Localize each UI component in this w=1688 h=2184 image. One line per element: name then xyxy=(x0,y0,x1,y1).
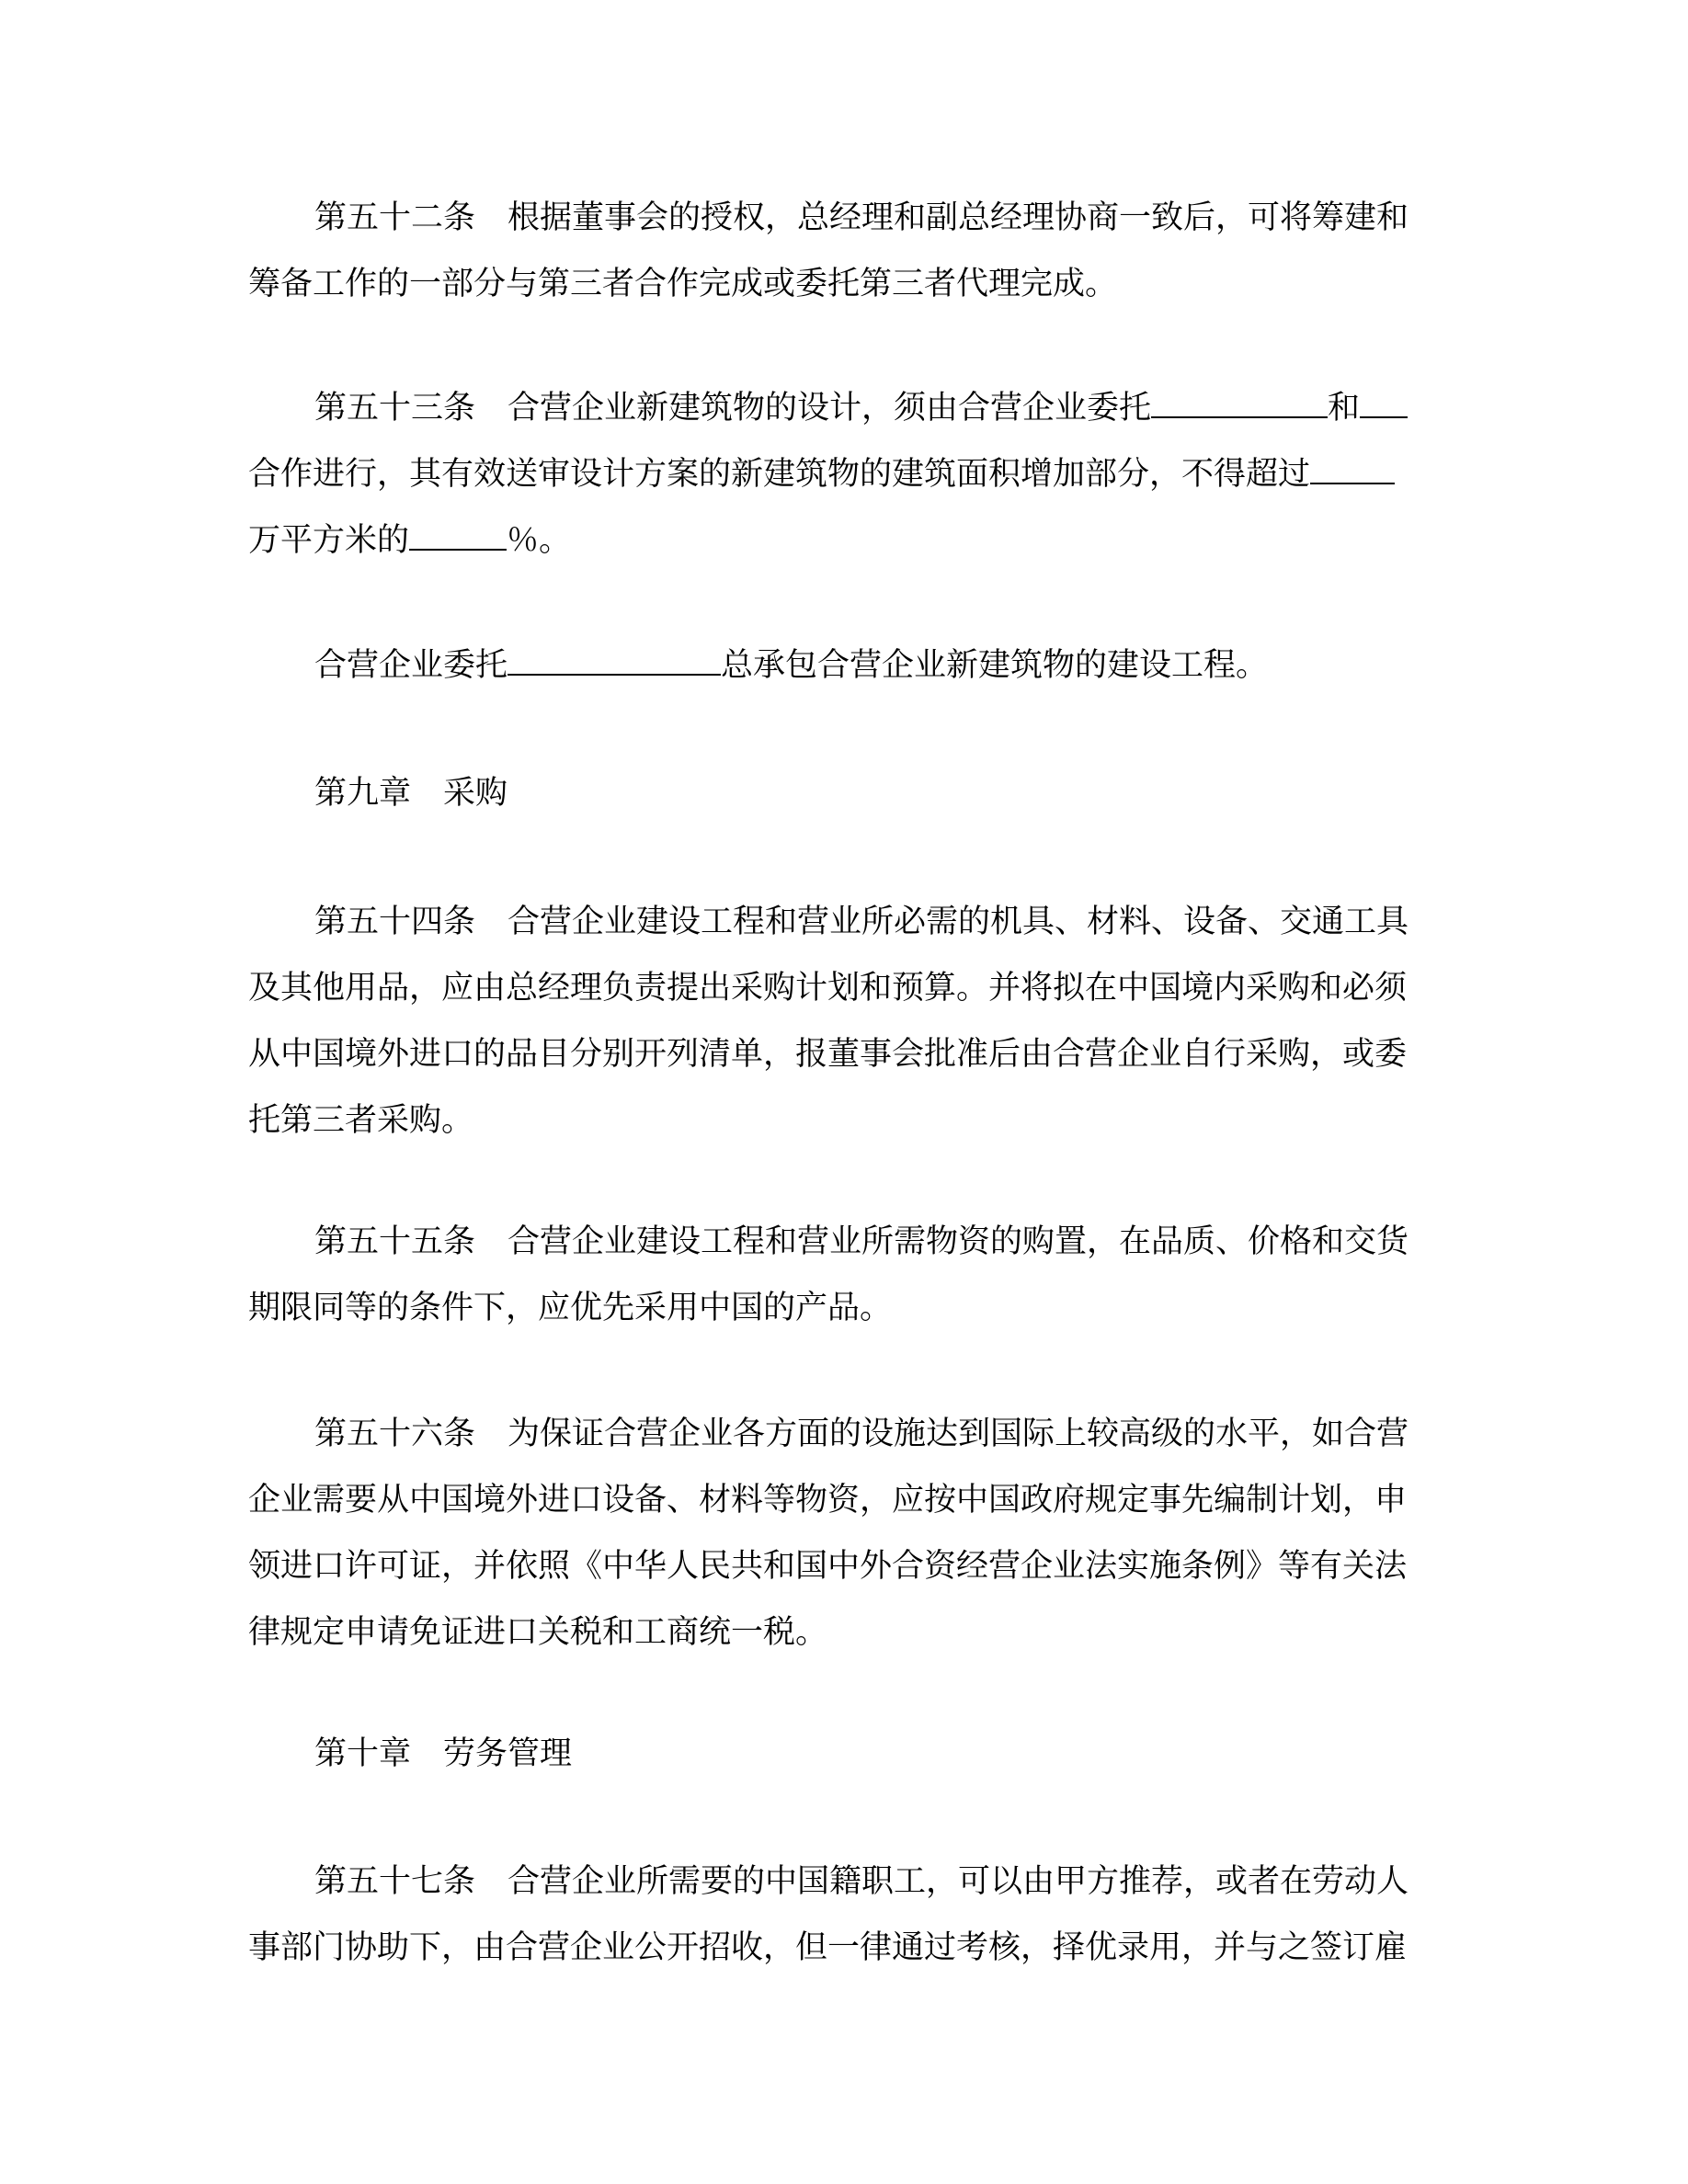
chapter-9-heading xyxy=(248,760,1434,826)
article-53-contractor-text-a: 合营企业委托 xyxy=(314,647,508,684)
chapter-10-heading xyxy=(248,1721,1434,1787)
article-56-line-2: 企业需要从中国境外进口设备、材料等物资，应按中国政府规定事先编制计划，申 xyxy=(248,1482,1408,1519)
article-54-line-3: 从中国境外进口的品目分别开列清单，报董事会批准后由合营企业自行采购，或委 xyxy=(248,1036,1408,1073)
article-53-line-2 xyxy=(248,441,1434,507)
article-53-line-1-text: 第五十三条 合营企业新建筑物的设计，须由合营企业委托 xyxy=(314,390,1152,427)
chapter-9-title: 第九章 采购 xyxy=(314,775,508,812)
fill-in-blank xyxy=(1151,389,1328,418)
article-53-percent: ％。 xyxy=(507,522,572,559)
article-52-line-2: 筹备工作的一部分与第三者合作完成或委托第三者代理完成。 xyxy=(248,266,1118,302)
article-53-contractor-text-b: 总承包合营企业新建筑物的建设工程。 xyxy=(721,647,1269,684)
fill-in-blank xyxy=(1360,389,1408,418)
article-55-line-1: 第五十五条 合营企业建设工程和营业所需物资的购置，在品质、价格和交货 xyxy=(314,1223,1409,1260)
article-57 xyxy=(248,1848,1434,1981)
chapter-10-title: 第十章 劳务管理 xyxy=(314,1735,573,1772)
fill-in-blank xyxy=(508,646,721,676)
article-54-line-4: 托第三者采购。 xyxy=(248,1102,474,1139)
article-57-line-1: 第五十七条 合营企业所需要的中国籍职工，可以由甲方推荐，或者在劳动人 xyxy=(314,1863,1409,1900)
fill-in-blank xyxy=(409,521,507,551)
article-53-contractor xyxy=(248,632,1434,699)
article-56-line-4: 律规定申请免证进口关税和工商统一税。 xyxy=(248,1614,828,1651)
article-52-line-1: 第五十二条 根据董事会的授权，总经理和副总经理协商一致后，可将筹建和 xyxy=(314,199,1409,236)
article-52 xyxy=(248,185,1434,317)
article-54-line-2: 及其他用品，应由总经理负责提出采购计划和预算。并将拟在中国境内采购和必须 xyxy=(248,970,1408,1007)
article-56 xyxy=(248,1401,1434,1666)
article-56-line-1: 第五十六条 为保证合营企业各方面的设施达到国际上较高级的水平，如合营 xyxy=(314,1416,1409,1452)
article-53-line-1 xyxy=(248,375,1434,441)
article-54 xyxy=(248,889,1434,1154)
article-57-line-2: 事部门协助下，由合营企业公开招收，但一律通过考核，择优录用，并与之签订雇 xyxy=(248,1929,1408,1966)
article-53-line-3-text: 万平方米的 xyxy=(248,522,410,559)
fill-in-blank xyxy=(1310,455,1395,484)
article-53-contractor-line xyxy=(248,632,1434,699)
article-55-line-2: 期限同等的条件下，应优先采用中国的产品。 xyxy=(248,1290,893,1326)
article-55 xyxy=(248,1209,1434,1341)
article-53-line-2-text: 合作进行，其有效送审设计方案的新建筑物的建筑面积增加部分，不得超过 xyxy=(248,456,1311,493)
article-54-line-1: 第五十四条 合营企业建设工程和营业所必需的机具、材料、设备、交通工具 xyxy=(314,904,1409,940)
article-53 xyxy=(248,375,1434,574)
article-53-and: 和 xyxy=(1328,390,1361,427)
article-56-line-3: 领进口许可证，并依照《中华人民共和国中外合资经营企业法实施条例》等有关法 xyxy=(248,1548,1408,1585)
article-53-line-3 xyxy=(248,507,1434,574)
